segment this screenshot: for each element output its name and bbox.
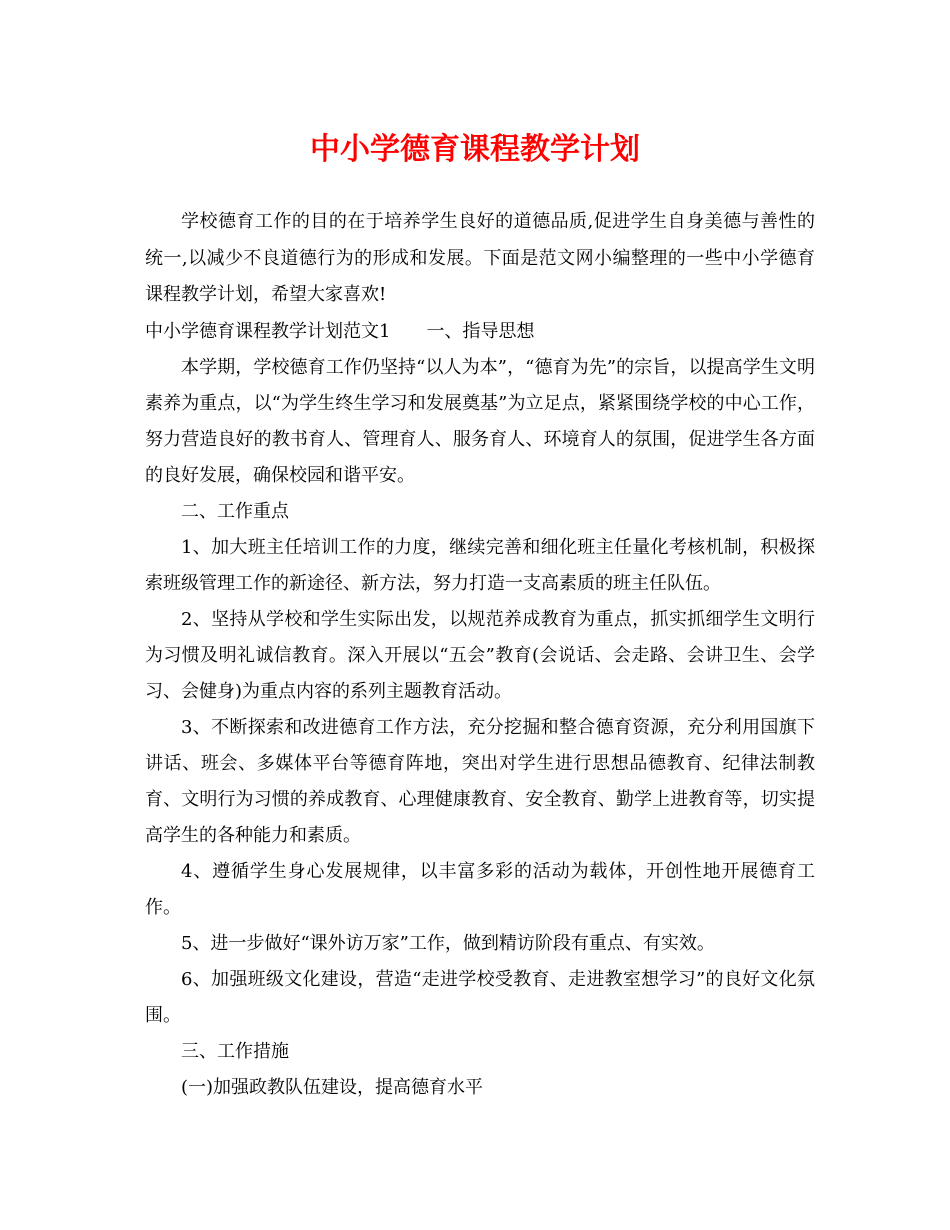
section3-heading: 三、工作措施 — [181, 1040, 289, 1062]
paragraph-item-5: 5、进一步做好“课外访万家”工作，做到精访阶段有重点、有实效。 — [181, 932, 715, 954]
paragraph-item-6: 6、加强班级文化建设，营造“走进学校受教育、走进教室想学习”的良好文化氛围。 — [145, 968, 815, 1026]
sample-heading: 中小学德育课程教学计划范文1 — [145, 320, 391, 342]
subsection-heading-1: (一)加强政教队伍建设，提高德育水平 — [181, 1076, 484, 1098]
section2-heading: 二、工作重点 — [181, 500, 289, 522]
paragraph-guiding-idea: 本学期，学校德育工作仍坚持“以人为本”，“德育为先”的宗旨，以提高学生文明素养为重点，以“为学生终生学习和发展奠基”为立足点，紧紧围绕学校的中心工作，努力营造良好的教书育人、管理育人、服务育人、环境育人的氛围，促进学生各方面的良好发展，确保校园和谐平安。 — [145, 356, 815, 486]
section1-heading: 一、指导思想 — [426, 320, 535, 342]
intro-paragraph: 学校德育工作的目的在于培养学生良好的道德品质,促进学生自身美德与善性的统一,以减少不良道德行为的形成和发展。下面是范文网小编整理的一些中小学德育课程教学计划，希望大家喜欢! — [145, 211, 815, 305]
paragraph-item-4: 4、遵循学生身心发展规律，以丰富多彩的活动为载体，开创性地开展德育工作。 — [145, 860, 815, 918]
document-title: 中小学德育课程教学计划 — [310, 132, 640, 167]
paragraph-item-1: 1、加大班主任培训工作的力度，继续完善和细化班主任量化考核机制，积极探索班级管理工作的新途径、新方法，努力打造一支高素质的班主任队伍。 — [145, 536, 815, 594]
paragraph-item-2: 2、坚持从学校和学生实际出发，以规范养成教育为重点，抓实抓细学生文明行为习惯及明礼诚信教育。深入开展以“五会”教育(会说话、会走路、会讲卫生、会学习、会健身)为重点内容的系列主题教育活动。 — [145, 608, 815, 702]
paragraph-item-3: 3、不断探索和改进德育工作方法，充分挖掘和整合德育资源，充分利用国旗下讲话、班会、多媒体平台等德育阵地，突出对学生进行思想品德教育、纪律法制教育、文明行为习惯的养成教育、心理健康教育、安全教育、勤学上进教育等，切实提高学生的各种能力和素质。 — [145, 716, 815, 846]
sample-heading-line — [145, 314, 815, 350]
document-body — [145, 204, 815, 1106]
